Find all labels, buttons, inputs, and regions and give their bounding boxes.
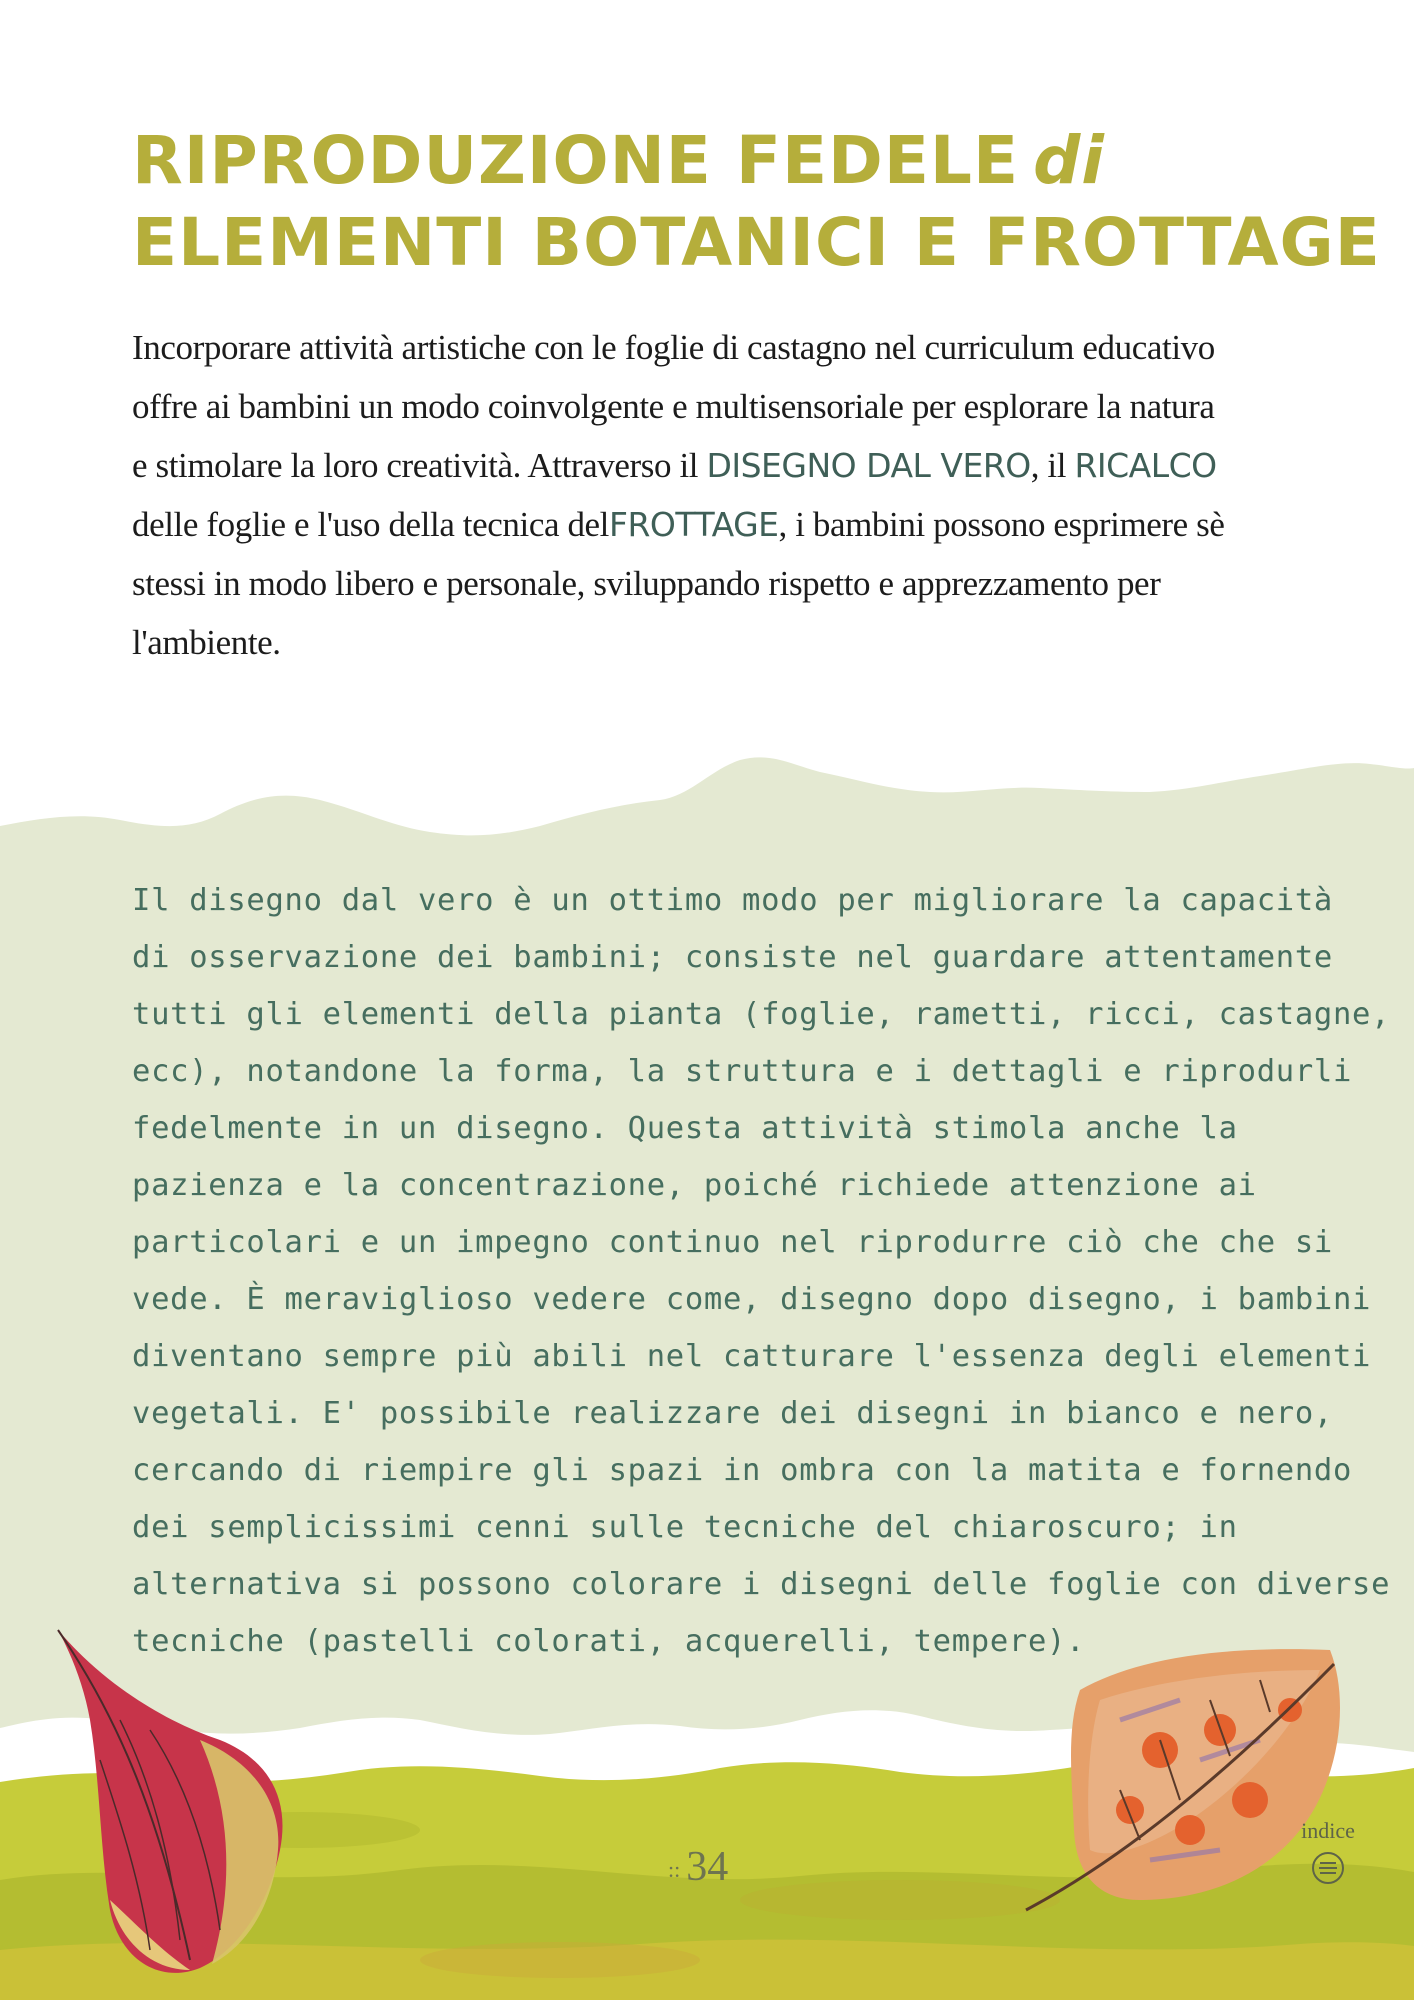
- body-line: dei semplicissimi cenni sulle tecniche del chiaroscuro; in: [132, 1510, 1238, 1545]
- title-line-1: RIPRODUZIONE FEDELE: [132, 122, 1020, 199]
- body-line: vede. È meraviglioso vedere come, disegno dopo disegno, i bambini: [132, 1282, 1372, 1317]
- page-title: [132, 120, 1381, 284]
- body-line: fedelmente in un disegno. Questa attività stimola anche la: [132, 1111, 1238, 1146]
- body-line: tutti gli elementi della pianta (foglie, rametti, ricci, castagne,: [132, 997, 1391, 1032]
- highlight-disegno-dal-vero: DISEGNO DAL VERO: [706, 446, 1031, 485]
- body-line: pazienza e la concentrazione, poiché richiede attenzione ai: [132, 1168, 1257, 1203]
- intro-line: l'ambiente.: [132, 623, 281, 662]
- body-line: di osservazione dei bambini; consiste nel guardare attentamente: [132, 940, 1333, 975]
- page-number: [668, 1843, 728, 1891]
- body-line: ecc), notandone la forma, la struttura e i dettagli e riprodurli: [132, 1054, 1353, 1089]
- intro-line: Incorporare attività artistiche con le foglie di castagno nel curriculum educativo: [132, 328, 1215, 367]
- intro-text: delle foglie e l'uso della tecnica del: [132, 505, 610, 544]
- intro-text: , i bambini possono esprimere sè: [778, 505, 1225, 544]
- title-line-1-small: di: [1033, 122, 1105, 199]
- index-link[interactable]: [1296, 1818, 1360, 1886]
- highlight-ricalco: RICALCO: [1074, 446, 1217, 485]
- intro-line: [132, 436, 1292, 495]
- body-line: vegetali. E' possibile realizzare dei disegni in bianco e nero,: [132, 1396, 1333, 1431]
- intro-text: , il: [1030, 446, 1075, 485]
- body-line: cercando di riempire gli spazi in ombra con la matita e fornendo: [132, 1453, 1353, 1488]
- intro-line: stessi in modo libero e personale, sviluppando rispetto e apprezzamento per: [132, 564, 1161, 603]
- highlight-frottage: FROTTAGE: [609, 505, 779, 544]
- intro-line: offre ai bambini un modo coinvolgente e multisensoriale per esplorare la natura: [132, 387, 1215, 426]
- body-paragraph: [132, 872, 1391, 1670]
- intro-line: [132, 495, 1292, 554]
- menu-lines-icon[interactable]: [1310, 1850, 1346, 1886]
- body-line: alternativa si possono colorare i disegni delle foglie con diverse: [132, 1567, 1391, 1602]
- title-line-2: ELEMENTI BOTANICI E FROTTAGE: [132, 204, 1381, 281]
- intro-text: e stimolare la loro creatività. Attraverso il: [132, 446, 707, 485]
- page-dots: ::: [668, 1857, 681, 1883]
- intro-paragraph: [132, 318, 1292, 672]
- body-line: tecniche (pastelli colorati, acquerelli, tempere).: [132, 1624, 1086, 1659]
- body-line: Il disegno dal vero è un ottimo modo per migliorare la capacità: [132, 883, 1333, 918]
- page-number-value: 34: [686, 1844, 729, 1890]
- index-label: indice: [1301, 1818, 1355, 1843]
- body-line: diventano sempre più abili nel catturare l'essenza degli elementi: [132, 1339, 1372, 1374]
- body-line: particolari e un impegno continuo nel riprodurre ciò che che si: [132, 1225, 1333, 1260]
